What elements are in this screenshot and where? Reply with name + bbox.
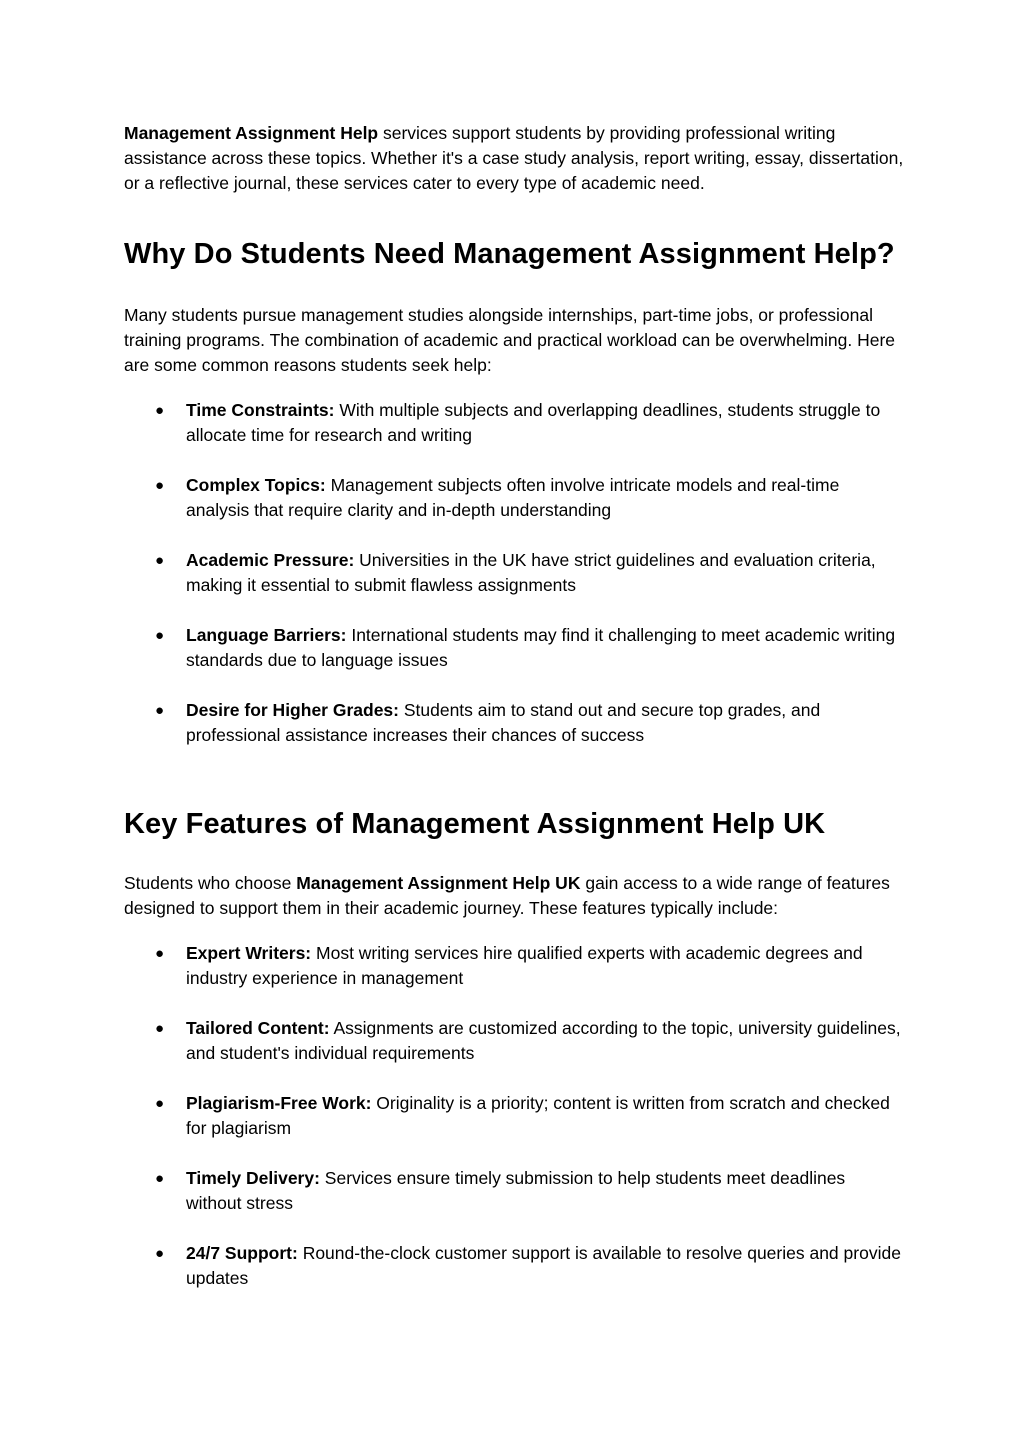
bullet-icon: ● — [155, 702, 165, 719]
why-reasons-list — [124, 398, 904, 748]
why-paragraph: Many students pursue management studies alongside internships, part-time jobs, or professional training programs. The combination of academic and practical workload can be overwhelming. Here are some common reasons students seek help: — [124, 305, 896, 375]
list-item-label: Plagiarism-Free Work: — [186, 1093, 372, 1113]
list-item-label: Language Barriers: — [186, 625, 347, 645]
list-item-text: With multiple subjects and overlapping deadlines, students struggle to allocate time for research and writing — [186, 400, 881, 445]
list-item — [124, 623, 904, 673]
bullet-icon: ● — [155, 1245, 165, 1262]
list-item-label: Complex Topics: — [186, 475, 326, 495]
key-features-paragraph — [124, 871, 904, 921]
list-item-text: Services ensure timely submission to help students meet deadlines without stress — [186, 1168, 846, 1213]
bullet-icon: ● — [155, 1095, 165, 1112]
list-item-text: Originality is a priority; content is written from scratch and checked for plagiarism — [186, 1093, 890, 1138]
list-item-text: Most writing services hire qualified experts with academic degrees and industry experience in management — [186, 943, 863, 988]
key-para-bold: Management Assignment Help UK — [296, 873, 581, 893]
list-item-text: Round-the-clock customer support is available to resolve queries and provide updates — [186, 1243, 901, 1288]
key-features-heading: Key Features of Management Assignment Help UK — [124, 808, 826, 840]
intro-paragraph — [124, 121, 904, 196]
list-item — [124, 1016, 904, 1066]
intro-bold-term: Management Assignment Help — [124, 123, 379, 143]
list-item-text: Management subjects often involve intricate models and real-time analysis that require clarity and in-depth understanding — [186, 475, 840, 520]
list-item — [124, 698, 904, 748]
list-item-label: Academic Pressure: — [186, 550, 355, 570]
list-item — [124, 1241, 904, 1291]
why-heading: Why Do Students Need Management Assignment Help? — [124, 238, 895, 270]
list-item — [124, 548, 904, 598]
list-item-label: Time Constraints: — [186, 400, 335, 420]
list-item-text: Students aim to stand out and secure top grades, and professional assistance increases their chances of success — [186, 700, 821, 745]
list-item — [124, 1091, 904, 1141]
bullet-icon: ● — [155, 627, 165, 644]
list-item — [124, 941, 904, 991]
intro-text: services support students by providing professional writing assistance across these topics. Whether it's a case study analysis, report writing, essay, dissertation, or a reflective journal, these services cater to every type of academic need. — [124, 123, 904, 193]
list-item-label: Desire for Higher Grades: — [186, 700, 399, 720]
key-para-after: gain access to a wide range of features designed to support them in their academic journey. These features typically include: — [124, 873, 890, 918]
bullet-icon: ● — [155, 402, 165, 419]
bullet-icon: ● — [155, 552, 165, 569]
list-item-label: Expert Writers: — [186, 943, 312, 963]
list-item — [124, 473, 904, 523]
list-item-label: 24/7 Support: — [186, 1243, 298, 1263]
list-item-text: International students may find it challenging to meet academic writing standards due to language issues — [186, 625, 896, 670]
list-item — [124, 398, 904, 448]
key-para-before: Students who choose — [124, 873, 297, 893]
bullet-icon: ● — [155, 1020, 165, 1037]
list-item — [124, 1166, 904, 1216]
bullet-icon: ● — [155, 945, 165, 962]
list-item-text: Universities in the UK have strict guidelines and evaluation criteria, making it essential to submit flawless assignments — [186, 550, 876, 595]
bullet-icon: ● — [155, 477, 165, 494]
bullet-icon: ● — [155, 1170, 165, 1187]
document-page — [124, 121, 904, 1291]
key-features-list — [124, 941, 904, 1291]
list-item-text: Assignments are customized according to the topic, university guidelines, and student's individual requirements — [186, 1018, 901, 1063]
list-item-label: Timely Delivery: — [186, 1168, 320, 1188]
list-item-label: Tailored Content: — [186, 1018, 330, 1038]
